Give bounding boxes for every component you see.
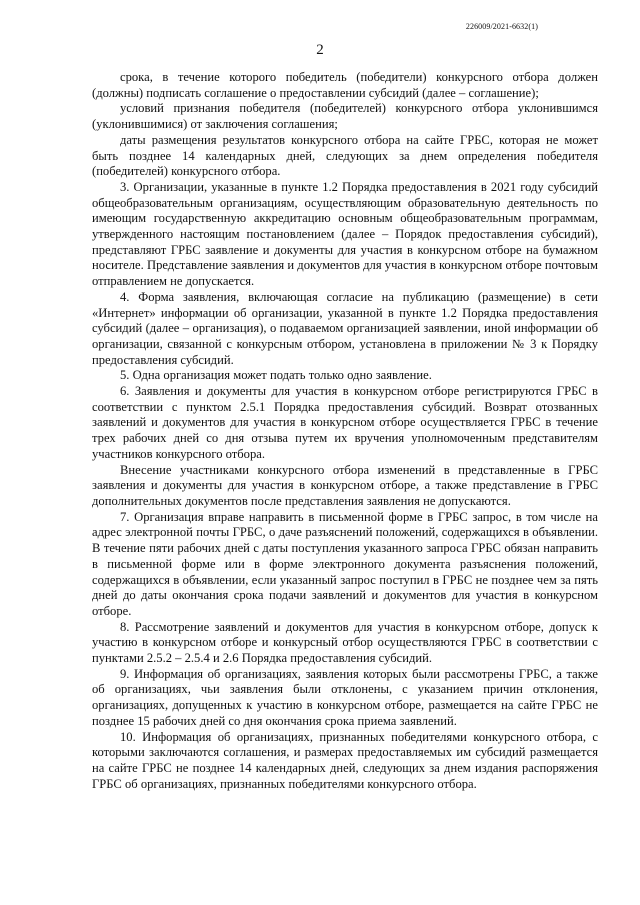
page-number: 2	[316, 42, 324, 58]
paragraph-item-5: 5. Одна организация может подать только одно заявление.	[120, 368, 432, 383]
paragraph-item-6-changes: Внесение участниками конкурсного отбора изменений в представленные в ГРБС заявления и документы для участия в конкурсном отборе, а также представление в ГРБС дополнительных документов после представления заявления не допускаются.	[92, 462, 598, 508]
paragraph-results-date: даты размещения результатов конкурсного отбора на сайте ГРБС, которая не может быть позднее 14 календарных дней, следующих за днем определения победителя (победителей) конкурсного отбора.	[92, 132, 598, 179]
paragraph-item-8: 8. Рассмотрение заявлений и документов для участия в конкурсном отборе, допуск к участию в конкурсном отборе и конкурсный отбор осуществляются ГРБС в соответствии с пунктами 2.5.2 – 2.5.4 и 2.6 Порядка предоставления субсидий.	[92, 619, 598, 666]
paragraph-evasion-conditions: условий признания победителя (победителей) конкурсного отбора уклонившимся (уклонившимися) от заключения соглашения;	[92, 101, 598, 132]
document-registration-code: 226009/2021-6632(1)	[465, 22, 538, 31]
paragraph-signing-deadline: срока, в течение которого победитель (победители) конкурсного отбора должен (должны) подписать соглашение о предоставлении субсидий (далее – соглашение);	[92, 70, 598, 100]
paragraph-item-3: 3. Организации, указанные в пункте 1.2 Порядка предоставления в 2021 году субсидий общеобразовательным организациям, осуществляющим образовательную деятельность по имеющим государственную аккредитацию основным общеобразовательным программам, утвержденного настоящим постановлением (далее – Порядок предоставления субсидий), представляют ГРБС заявление и документы для участия в конкурсном отборе на бумажном носителе. Представление заявления и документов для участия в конкурсном отборе почтовым отправлением не допускается.	[92, 179, 598, 289]
paragraph-item-7: 7. Организация вправе направить в письменной форме в ГРБС запрос, в том числе на адрес электронной почты ГРБС, о даче разъяснений положений, содержащихся в объявлении. В течение пяти рабочих дней с даты поступления указанного запроса ГРБС обязан направить в письменной форме или в форме электронного документа разъяснения положений, содержащихся в объявлении, если указанный запрос поступил в ГРБС не позднее чем за пять дней до даты окончания срока подачи заявлений и документов для участия в конкурсном отборе.	[92, 509, 598, 618]
paragraph-item-9: 9. Информация об организациях, заявления которых были рассмотрены ГРБС, а также об организациях, чьи заявления были отклонены, с указанием причин отклонения, организациях, допущенных к участию в конкурсном отборе, размещается на сайте ГРБС не позднее 15 рабочих дней со дня окончания срока приема заявлений.	[92, 666, 598, 728]
paragraph-item-4: 4. Форма заявления, включающая согласие на публикацию (размещение) в сети «Интернет» информации об организации, указанной в пункте 1.2 Порядка предоставления субсидий (далее – организация), о подаваемом организацией заявлении, иной информации об организации, связанной с конкурсным отбором, установлена в приложении № 3 к Порядку предоставления субсидий.	[92, 289, 598, 367]
paragraph-item-10: 10. Информация об организациях, признанных победителями конкурсного отбора, с которыми заключаются соглашения, и размерах предоставляемых им субсидий размещается на сайте ГРБС не позднее 14 календарных дней, следующих за днем издания распоряжения ГРБС об организациях, признанных победителями конкурсного отбора.	[92, 729, 598, 791]
document-body	[92, 70, 598, 792]
paragraph-item-6: 6. Заявления и документы для участия в конкурсном отборе регистрируются ГРБС в соответствии с пунктом 2.5.1 Порядка предоставления субсидий. Возврат отозванных заявлений и документов для участия в конкурсном отборе осуществляется ГРБС в течение трех рабочих дней со дня отзыва путем их вручения уполномоченным представителям участников конкурсного отбора.	[92, 384, 598, 461]
